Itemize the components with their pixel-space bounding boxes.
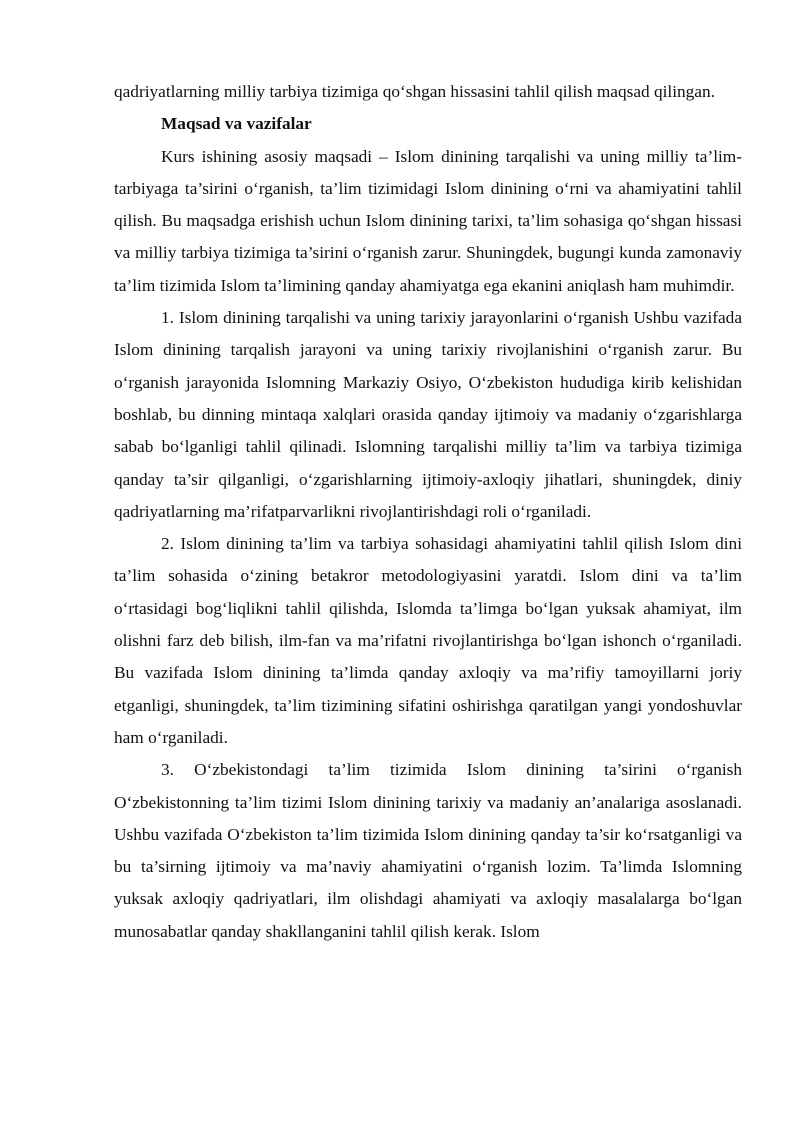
paragraph-continuation: qadriyatlarning milliy tarbiya tizimiga qo‘shgan hissasini tahlil qilish maqsad qilingan. [114,82,715,101]
section-heading: Maqsad va vazifalar [161,114,312,134]
document-body [114,76,742,948]
paragraph-task-2: 2. Islom dinining ta’lim va tarbiya sohasidagi ahamiyatini tahlil qilish Islom dini ta’lim sohasida o‘zining betakror metodologiyasini yaratdi. Islom dini va ta’lim o‘rtasidagi bog‘liqlikni tahlil qilishda, Islomda ta’limga bo‘lgan yuksak ahamiyat, ilm olishni farz deb bilish, ilm-fan va ma’rifatni rivojlantirishga bo‘lgan ishonch o‘rganiladi. Bu vazifada Islom dinining ta’limda qanday axloqiy va ma’rifiy tamoyillarni joriy etganligi, shuningdek, ta’lim tizimining sifatini oshirishga qaratilgan yangi yondoshuvlar ham o‘rganiladi. [114,534,742,747]
paragraph-goal: Kurs ishining asosiy maqsadi – Islom dinining tarqalishi va uning milliy ta’lim-tarbiyaga ta’sirini o‘rganish, ta’lim tizimidagi Islom dinining o‘rni va ahamiyatini tahlil qilish. Bu maqsadga erishish uchun Islom dinining tarixi, ta’lim sohasiga qo‘shgan hissasi va milliy tarbiya tizimiga ta’sirini o‘rganish zarur. Shuningdek, bugungi kunda zamonaviy ta’lim tizimida Islom ta’limining qanday ahamiyatga ega ekanini aniqlash ham muhimdir. [114,146,742,295]
paragraph-task-1: 1. Islom dinining tarqalishi va uning tarixiy jarayonlarini o‘rganish Ushbu vazifada Islom dinining tarqalish jarayoni va uning tarixiy rivojlanishini o‘rganish zarur. Bu o‘rganish jarayonida Islomning Markaziy Osiyo, O‘zbekiston hududiga kirib kelishidan boshlab, bu dinning mintaqa xalqlari orasida qanday ijtimoiy va madaniy o‘zgarishlarga sabab bo‘lganligi tahlil qilinadi. Islomning tarqalishi milliy ta’lim va tarbiya tizimiga qanday ta’sir qilganligi, o‘zgarishlarning ijtimoiy-axloqiy jihatlari, shuningdek, diniy qadriyatlarning ma’rifatparvarlikni rivojlantirishdagi roli o‘rganiladi. [114,308,742,521]
paragraph-task-3: 3. O‘zbekistondagi ta’lim tizimida Islom dinining ta’sirini o‘rganish O‘zbekistonning ta’lim tizimi Islom dinining tarixiy va madaniy an’analariga asoslanadi. Ushbu vazifada O‘zbekiston ta’lim tizimida Islom dinining qanday ta’sir ko‘rsatganligi va bu ta’sirning ijtimoiy va ma’naviy ahamiyatini o‘rganish lozim. Ta’limda Islomning yuksak axloqiy qadriyatlari, ilm olishdagi ahamiyati va axloqiy masalalarga bo‘lgan munosabatlar qanday shakllanganini tahlil qilish kerak. Islom [114,760,742,941]
